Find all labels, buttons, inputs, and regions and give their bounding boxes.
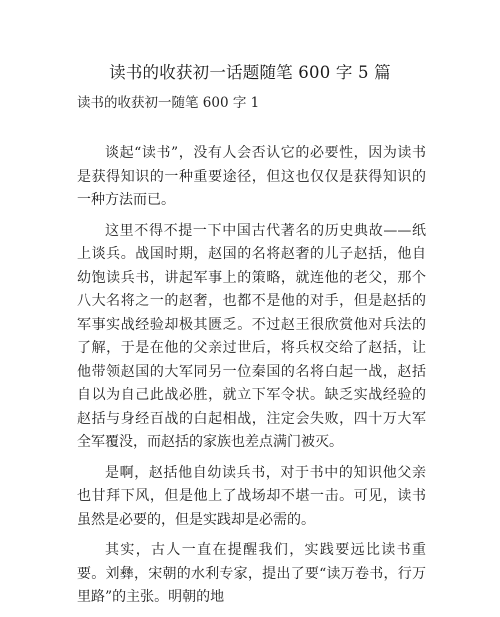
paragraph: 谈起“读书”，没有人会否认它的必要性，因为读书是获得知识的一种重要途径，但这也仅仅是获得知识的一种方法而已。 (77, 145, 426, 208)
paragraph: 其实，古人一直在提醒我们，实践要远比读书重要。刘彝，宋朝的水利专家，提出了要“读万卷书，行万里路”的主张。明朝的地 (77, 542, 426, 605)
document-title: 读书的收获初一话题随笔 600 字 5 篇 (109, 63, 391, 82)
paragraph: 是啊，赵括他自幼读兵书，对于书中的知识他父亲也甘拜下风，但是他上了战场却不堪一击。可见，读书虽然是必要的，但是实践却是必需的。 (77, 464, 426, 528)
document-body (77, 142, 426, 617)
document-subtitle: 读书的收获初一随笔 600 字 1 (77, 95, 260, 111)
paragraph: 这里不得不提一下中国古代著名的历史典故——纸上谈兵。战国时期，赵国的名将赵奢的儿子赵括，他自幼饱读兵书，讲起军事上的策略，就连他的老父，那个八大名将之一的赵奢，也都不是他的对手，但是赵括的军事实战经验却极其匮乏。不过赵王很欣赏他对兵法的了解，于是在他的父亲过世后，将兵权交给了赵括，让他带领赵国的大军同另一位秦国的名将白起一战，赵括自以为自己此战必胜，就立下军令状。缺乏实战经验的赵括与身经百战的白起相战，注定会失败，四十万大军全军覆没，而赵括的家族也差点满门被灭。 (77, 222, 426, 450)
